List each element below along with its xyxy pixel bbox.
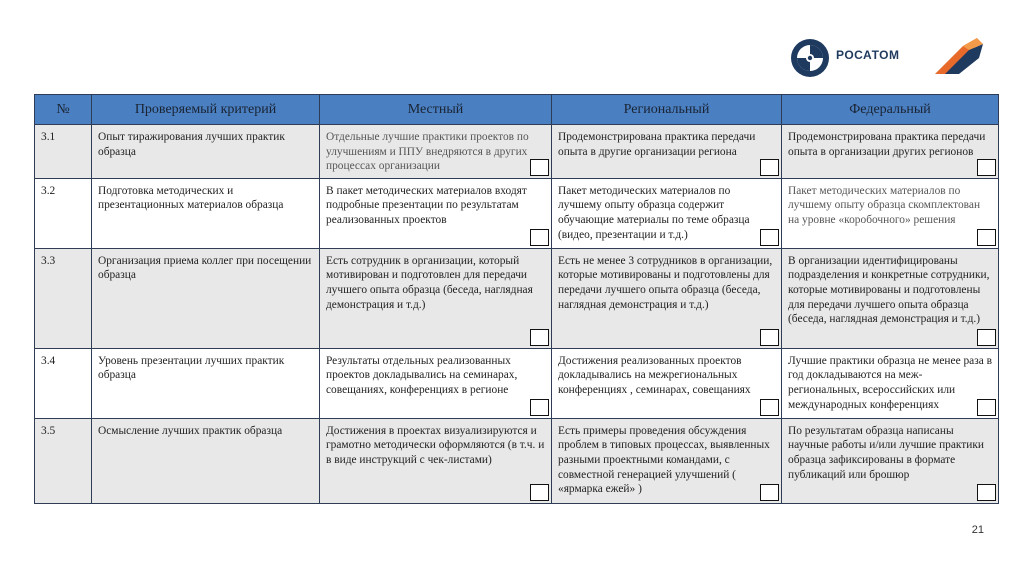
federal-level-cell: Пакет методических материалов по лучшему опыту образца скомплектован на уровне «коробочного» решения	[782, 178, 999, 248]
rosatom-atom-icon	[790, 38, 830, 78]
table-row	[35, 348, 999, 418]
row-number: 3.1	[35, 125, 92, 179]
row-number: 3.3	[35, 248, 92, 348]
local-level-cell: Отдельные лучшие практики проектов по улучшениям и ППУ внедряются в других процессах организации	[320, 125, 552, 179]
criterion-cell: Уровень презентации лучших практик образца	[92, 348, 320, 418]
local-level-checkbox[interactable]	[530, 159, 549, 176]
table-row	[35, 178, 999, 248]
table-row	[35, 125, 999, 179]
regional-level-checkbox[interactable]	[760, 399, 779, 416]
local-level-cell: Результаты отдельных реализованных проектов докладывались на семинарах, совещаниях, конференциях в регионе	[320, 348, 552, 418]
column-header-regional: Региональный	[552, 95, 782, 125]
row-number: 3.2	[35, 178, 92, 248]
local-level-cell: Есть сотрудник в организации, который мотивирован и подготовлен для передачи лучшего опыта образца (беседа, наглядная демонстрация и т.д.)	[320, 248, 552, 348]
page-number: 21	[971, 524, 984, 536]
regional-level-cell: Пакет методических материалов по лучшему опыту образца содержит обучающие материалы по теме образца (видео, презентации и т.д.)	[552, 178, 782, 248]
regional-level-cell: Достижения реализованных проектов докладывались на межрегиональных конференциях , семинарах, совещаниях	[552, 348, 782, 418]
local-level-cell: В пакет методических материалов входят подробные презентации по результатам реализованных проектов	[320, 178, 552, 248]
federal-level-cell: Продемонстрирована практика передачи опыта в организации других регионов	[782, 125, 999, 179]
federal-level-checkbox[interactable]	[977, 484, 996, 501]
local-level-checkbox[interactable]	[530, 229, 549, 246]
header-logos	[790, 34, 1000, 80]
regional-level-cell: Продемонстрирована практика передачи опыта в другие организации региона	[552, 125, 782, 179]
regional-level-checkbox[interactable]	[760, 159, 779, 176]
psr-logo-icon	[933, 36, 985, 76]
regional-level-cell: Есть примеры проведения обсуждения проблем в типовых процессах, выявленных разными проектными командами, с совместной генерацией улучшений ( «ярмарка ежей» )	[552, 418, 782, 503]
federal-level-checkbox[interactable]	[977, 399, 996, 416]
federal-level-cell: По результатам образца написаны научные работы и/или лучшие практики образца зафиксированы в формате публикаций или брошюр	[782, 418, 999, 503]
federal-level-checkbox[interactable]	[977, 159, 996, 176]
criterion-cell: Осмысление лучших практик образца	[92, 418, 320, 503]
federal-level-checkbox[interactable]	[977, 229, 996, 246]
table-row	[35, 418, 999, 503]
local-level-cell: Достижения в проектах визуализируются и грамотно методически оформляются (в т.ч. и в виде инструкций с чек-листами)	[320, 418, 552, 503]
local-level-checkbox[interactable]	[530, 329, 549, 346]
brand-name: РОСАТОМ	[836, 48, 900, 62]
criteria-table	[34, 94, 999, 504]
regional-level-cell: Есть не менее 3 сотрудников в организации, которые мотивированы и подготовлены для передачи лучшего опыта образца (беседа, наглядная демонстрация и т.д.)	[552, 248, 782, 348]
table-header-row	[35, 95, 999, 125]
criterion-cell: Подготовка методических и презентационных материалов образца	[92, 178, 320, 248]
local-level-checkbox[interactable]	[530, 399, 549, 416]
column-header-federal: Федеральный	[782, 95, 999, 125]
local-level-checkbox[interactable]	[530, 484, 549, 501]
criterion-cell: Организация приема коллег при посещении образца	[92, 248, 320, 348]
federal-level-cell: В организации идентифицированы подразделения и конкретные сотрудники, которые мотивированы и подготовлены для передачи лучшего опыта образца (беседа, наглядная демонстрация и т.д.)	[782, 248, 999, 348]
regional-level-checkbox[interactable]	[760, 484, 779, 501]
table-row	[35, 248, 999, 348]
column-header-number: №	[35, 95, 92, 125]
regional-level-checkbox[interactable]	[760, 329, 779, 346]
column-header-criterion: Проверяемый критерий	[92, 95, 320, 125]
criterion-cell: Опыт тиражирования лучших практик образца	[92, 125, 320, 179]
row-number: 3.5	[35, 418, 92, 503]
regional-level-checkbox[interactable]	[760, 229, 779, 246]
row-number: 3.4	[35, 348, 92, 418]
federal-level-checkbox[interactable]	[977, 329, 996, 346]
column-header-local: Местный	[320, 95, 552, 125]
federal-level-cell: Лучшие практики образца не менее раза в год докладываются на меж-региональных, всероссийских или международных конференциях	[782, 348, 999, 418]
